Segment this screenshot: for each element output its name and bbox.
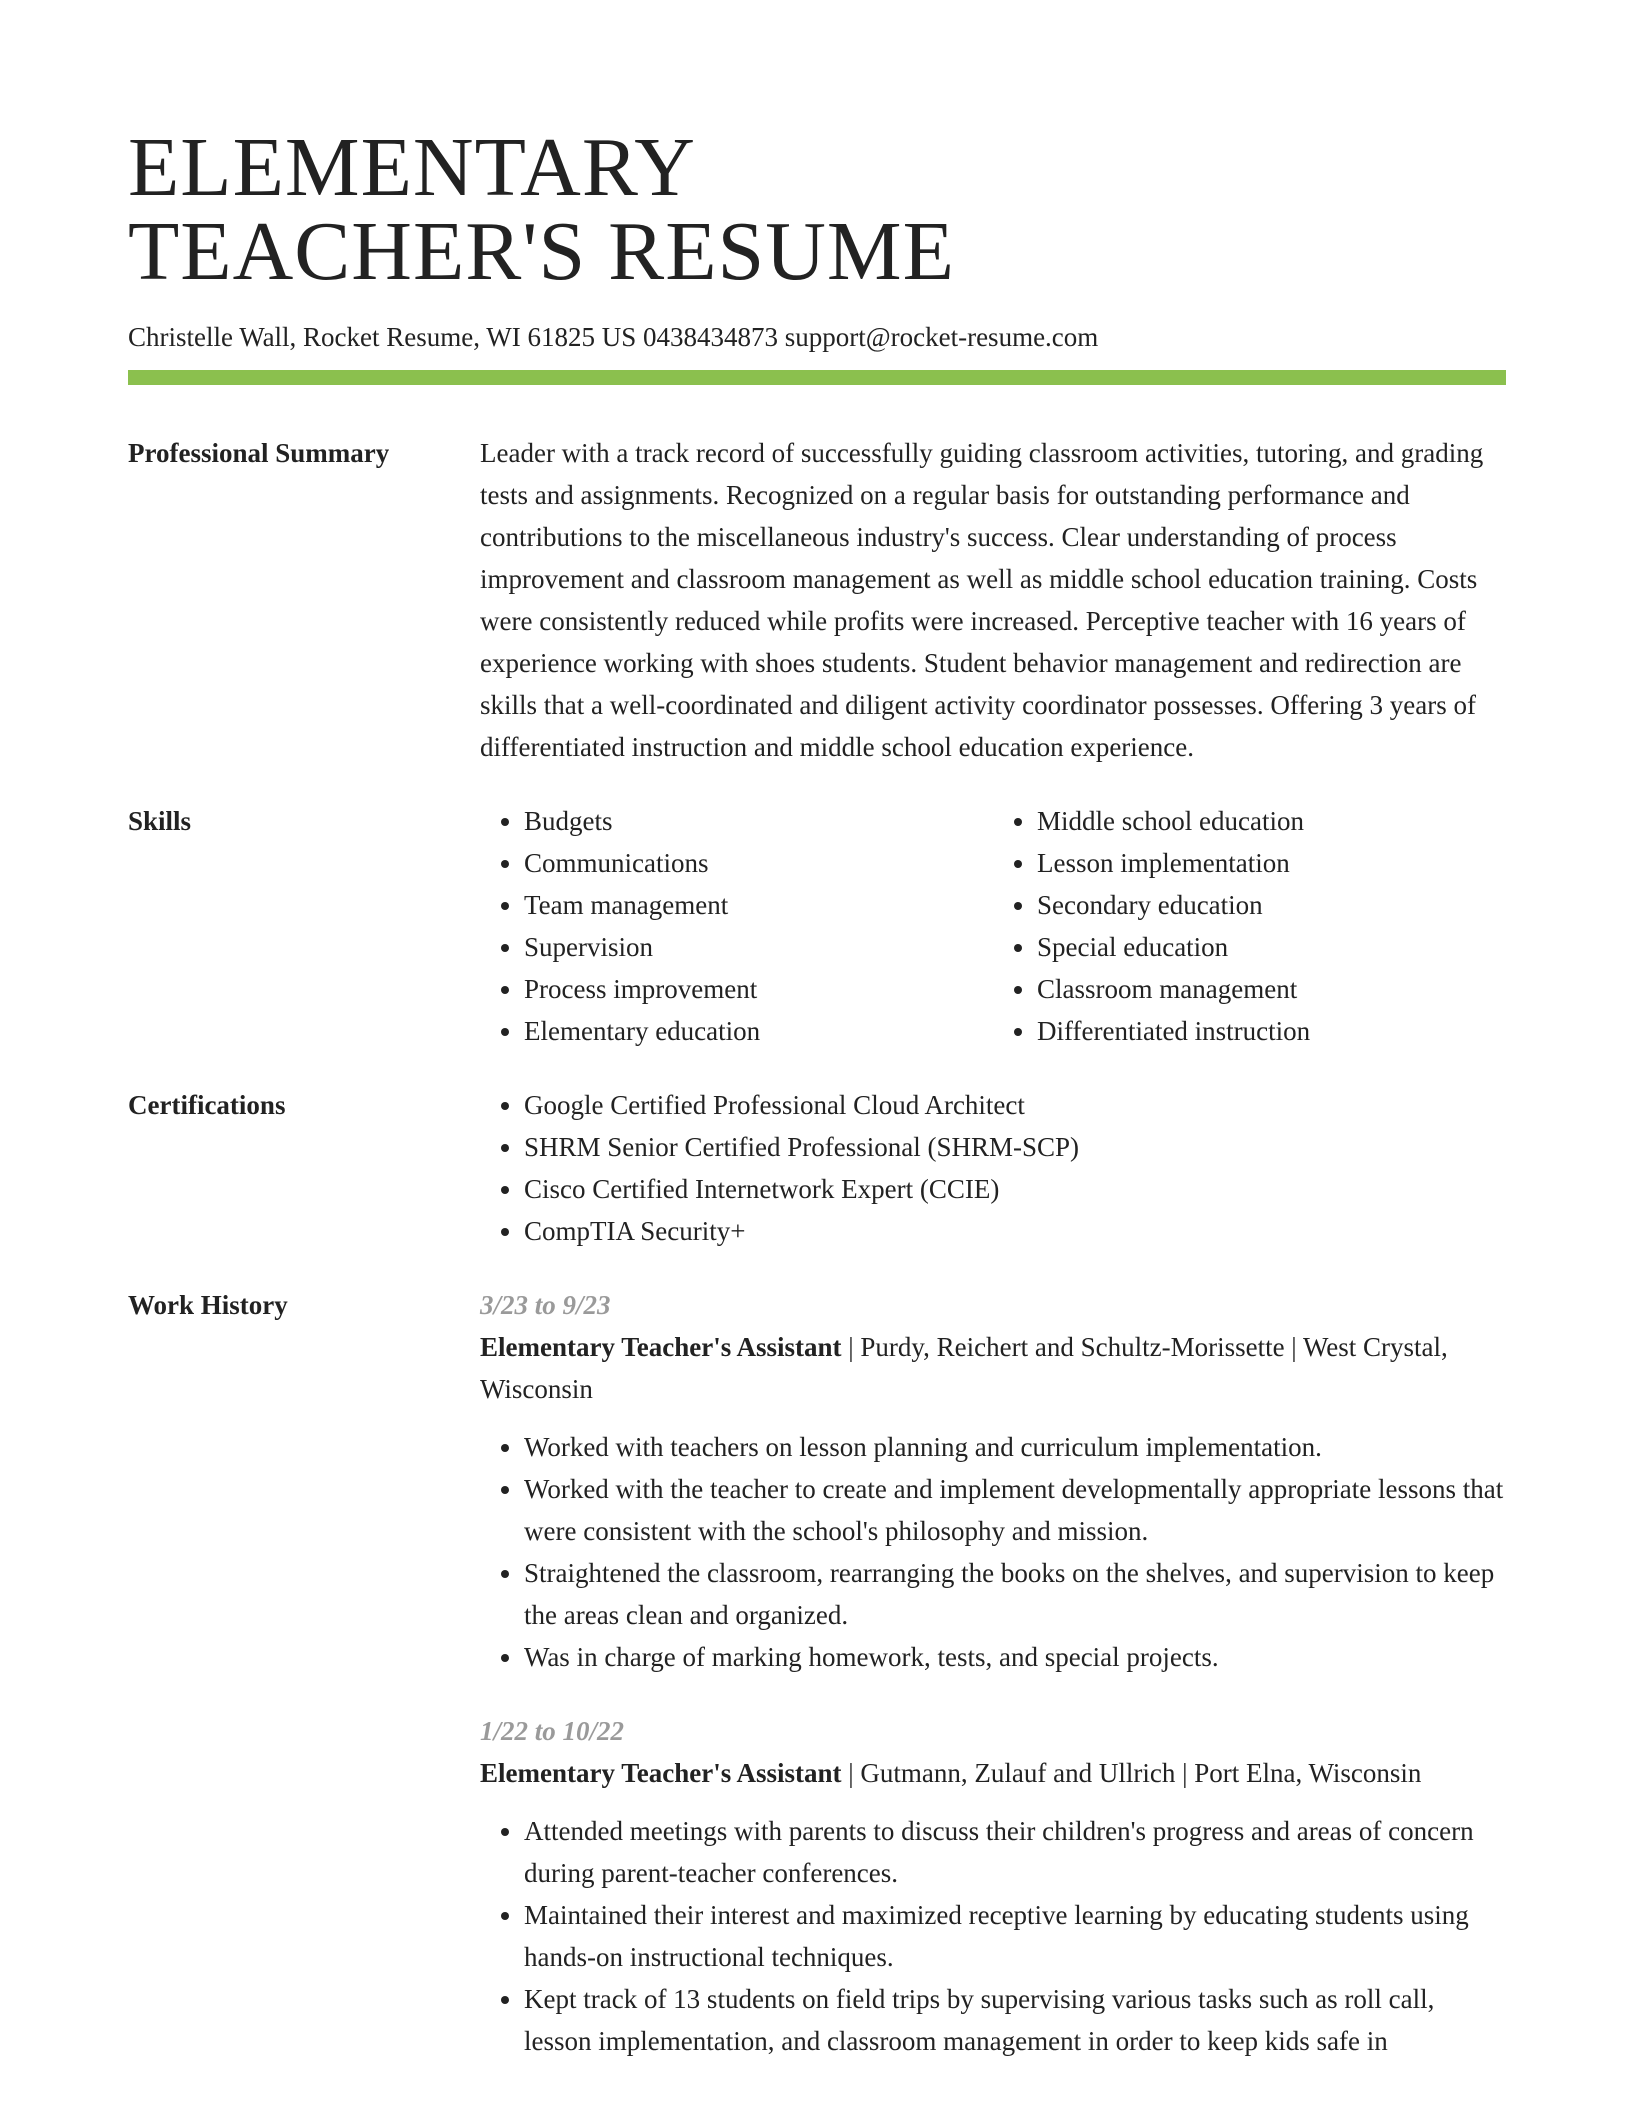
skill-item: • Secondary education [1037, 884, 1506, 926]
resume-title [128, 121, 1506, 298]
resume-sections [128, 432, 1506, 2126]
job-title: Elementary Teacher's Assistant [480, 1758, 842, 1788]
certifications-section [128, 1084, 1506, 1252]
job-dates: 3/23 to 9/23 [480, 1290, 611, 1320]
skills-list-left [480, 800, 993, 1052]
skill-item: • Lesson implementation [1037, 842, 1506, 884]
summary-label: Professional Summary [128, 438, 390, 468]
certification-item: • Google Certified Professional Cloud Architect [524, 1084, 1506, 1126]
skill-item: • Budgets [524, 800, 993, 842]
job-dates: 1/22 to 10/22 [480, 1716, 625, 1746]
job-heading [480, 1326, 1506, 1410]
job-heading [480, 1752, 1506, 1794]
job-details: | Purdy, Reichert and Schultz-Morissette | West Crystal, Wisconsin [480, 1332, 1448, 1404]
title-line-1: ELEMENTARY [128, 121, 696, 214]
skill-item: • Communications [524, 842, 993, 884]
job-entry [480, 1284, 1506, 1678]
job-entry [480, 1710, 1506, 2062]
skill-item: • Special education [1037, 926, 1506, 968]
resume-header [128, 121, 1506, 385]
job-bullet: • Maintained their interest and maximized receptive learning by educating students using hands-on instructional techniques. [524, 1894, 1506, 1978]
accent-divider [128, 370, 1506, 385]
skill-item: • Supervision [524, 926, 993, 968]
job-bullets [480, 1426, 1506, 1678]
skill-item: • Differentiated instruction [1037, 1010, 1506, 1052]
contact-info: Christelle Wall, Rocket Resume, WI 61825 US 0438434873 support@rocket-resume.com [128, 322, 1099, 352]
skills-section [128, 800, 1506, 1052]
skill-item: • Team management [524, 884, 993, 926]
title-line-2: TEACHER'S RESUME [128, 205, 955, 298]
skill-item: • Elementary education [524, 1010, 993, 1052]
skills-list-right [993, 800, 1506, 1052]
certification-item: • Cisco Certified Internetwork Expert (CCIE) [524, 1168, 1506, 1210]
job-bullet: • Straightened the classroom, rearranging the books on the shelves, and supervision to keep the areas clean and organized. [524, 1552, 1506, 1636]
skill-item: • Middle school education [1037, 800, 1506, 842]
job-bullet: • Kept track of 13 students on field trips by supervising various tasks such as roll call, lesson implementation, and classroom management in order to keep kids safe in [524, 1978, 1506, 2062]
skill-item: • Process improvement [524, 968, 993, 1010]
job-details: | Gutmann, Zulauf and Ullrich | Port Elna, Wisconsin [841, 1758, 1422, 1788]
summary-text: Leader with a track record of successfully guiding classroom activities, tutoring, and grading tests and assignments. Recognized on a regular basis for outstanding performance and contributions to the miscellaneous industry's success. Clear understanding of process improvement and classroom management as well as middle school education training. Costs were consistently reduced while profits were increased. Perceptive teacher with 16 years of experience working with shoes students. Student behavior management and redirection are skills that a well-coordinated and diligent activity coordinator possesses. Offering 3 years of differentiated instruction and middle school education experience. [480, 438, 1484, 762]
certification-item: • CompTIA Security+ [524, 1210, 1506, 1252]
skills-label: Skills [128, 806, 192, 836]
job-bullet: • Worked with teachers on lesson planning and curriculum implementation. [524, 1426, 1506, 1468]
job-title: Elementary Teacher's Assistant [480, 1332, 842, 1362]
job-bullet: • Attended meetings with parents to discuss their children's progress and areas of concern during parent-teacher conferences. [524, 1810, 1506, 1894]
job-bullet: • Worked with the teacher to create and implement developmentally appropriate lessons that were consistent with the school's philosophy and mission. [524, 1468, 1506, 1552]
skill-item: • Classroom management [1037, 968, 1506, 1010]
job-bullet: • Was in charge of marking homework, tests, and special projects. [524, 1636, 1506, 1678]
certifications-label: Certifications [128, 1090, 286, 1120]
summary-section [128, 432, 1506, 768]
certification-item: • SHRM Senior Certified Professional (SHRM-SCP) [524, 1126, 1506, 1168]
work-history-label: Work History [128, 1290, 288, 1320]
certifications-list [480, 1084, 1506, 1252]
job-bullets [480, 1810, 1506, 2062]
work-history-section [128, 1284, 1506, 2094]
